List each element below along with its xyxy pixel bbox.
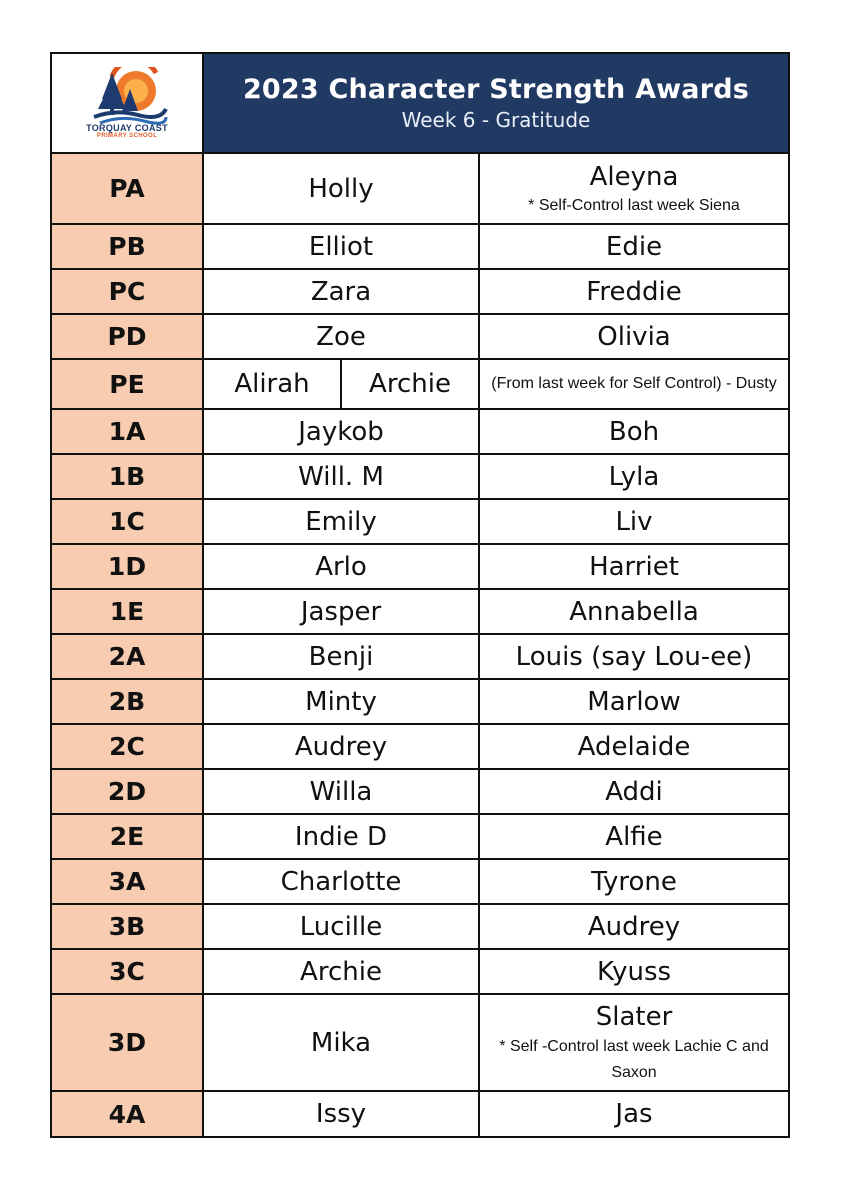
award-name-1: Zara <box>203 269 479 314</box>
class-code: 1C <box>52 499 203 544</box>
award-name-2: Slater <box>595 1001 673 1032</box>
table-row <box>52 634 788 679</box>
header-row <box>52 54 788 153</box>
table-row <box>52 904 788 949</box>
class-code: 3A <box>52 859 203 904</box>
class-code: 3B <box>52 904 203 949</box>
class-code: 1A <box>52 409 203 454</box>
table-row <box>52 724 788 769</box>
award-name-2: Jas <box>479 1091 788 1136</box>
award-name-1-split <box>203 359 479 409</box>
logo-text-school: TORQUAY COAST <box>86 123 168 133</box>
award-name-2: Annabella <box>479 589 788 634</box>
award-name-1: Benji <box>203 634 479 679</box>
awards-table <box>52 54 788 1136</box>
award-name-1: Archie <box>203 949 479 994</box>
award-name-1: Emily <box>203 499 479 544</box>
award-name-1: Lucille <box>203 904 479 949</box>
class-code: PC <box>52 269 203 314</box>
award-name-2: Boh <box>479 409 788 454</box>
award-name-2: Aleyna <box>589 161 679 192</box>
award-name-2: Kyuss <box>479 949 788 994</box>
awards-sheet <box>50 52 790 1138</box>
class-code: 3D <box>52 994 203 1091</box>
award-name-2: Liv <box>479 499 788 544</box>
table-row <box>52 814 788 859</box>
award-name-2: Lyla <box>479 454 788 499</box>
class-code: PA <box>52 153 203 224</box>
class-code: 2E <box>52 814 203 859</box>
logo-text-subtitle: PRIMARY SCHOOL <box>96 133 158 139</box>
award-name-2: Marlow <box>479 679 788 724</box>
award-name-2-cell <box>479 153 788 224</box>
award-name-1: Jasper <box>203 589 479 634</box>
table-row <box>52 359 788 409</box>
table-row <box>52 994 788 1091</box>
award-name-2: Louis (say Lou-ee) <box>479 634 788 679</box>
award-note: * Self-Control last week Siena <box>528 196 740 214</box>
award-name-1: Elliot <box>203 224 479 269</box>
table-row <box>52 499 788 544</box>
award-name-2: Audrey <box>479 904 788 949</box>
award-name-1: Mika <box>203 994 479 1091</box>
award-name-1: Arlo <box>203 544 479 589</box>
table-row <box>52 589 788 634</box>
class-code: PD <box>52 314 203 359</box>
class-code: 2C <box>52 724 203 769</box>
table-row <box>52 1091 788 1136</box>
table-row <box>52 544 788 589</box>
class-code: 1E <box>52 589 203 634</box>
award-name-1: Willa <box>203 769 479 814</box>
title-cell <box>203 54 788 153</box>
award-name-2: Alfie <box>479 814 788 859</box>
award-note: * Self -Control last week Lachie C and Saxon <box>499 1037 769 1081</box>
award-name-1: Issy <box>203 1091 479 1136</box>
table-row <box>52 269 788 314</box>
award-name-1: Indie D <box>203 814 479 859</box>
logo-cell <box>52 54 203 153</box>
table-row <box>52 153 788 224</box>
school-logo-icon <box>86 67 168 125</box>
award-name-1: Will. M <box>203 454 479 499</box>
table-row <box>52 679 788 724</box>
class-code: PB <box>52 224 203 269</box>
award-note: (From last week for Self Control) - Dusty <box>479 359 788 409</box>
award-name-2: Olivia <box>479 314 788 359</box>
award-name-2: Freddie <box>479 269 788 314</box>
page-title: 2023 Character Strength Awards <box>242 74 750 105</box>
award-name-1: Jaykob <box>203 409 479 454</box>
award-name-1: Holly <box>203 153 479 224</box>
page-subtitle: Week 6 - Gratitude <box>401 108 591 132</box>
class-code: 1D <box>52 544 203 589</box>
table-row <box>52 409 788 454</box>
class-code: 4A <box>52 1091 203 1136</box>
award-name-1: Charlotte <box>203 859 479 904</box>
table-row <box>52 949 788 994</box>
table-row <box>52 314 788 359</box>
award-name-1a: Alirah <box>204 360 342 408</box>
award-name-2: Tyrone <box>479 859 788 904</box>
award-name-1: Minty <box>203 679 479 724</box>
class-code: 1B <box>52 454 203 499</box>
award-name-1: Zoe <box>203 314 479 359</box>
class-code: 2B <box>52 679 203 724</box>
award-name-1: Audrey <box>203 724 479 769</box>
class-code: 2A <box>52 634 203 679</box>
award-name-2: Addi <box>479 769 788 814</box>
class-code: 3C <box>52 949 203 994</box>
table-row <box>52 454 788 499</box>
class-code: PE <box>52 359 203 409</box>
table-row <box>52 224 788 269</box>
award-name-2: Harriet <box>479 544 788 589</box>
table-row <box>52 859 788 904</box>
award-name-1b: Archie <box>369 369 451 399</box>
table-row <box>52 769 788 814</box>
award-name-2-cell <box>479 994 788 1091</box>
award-name-2: Adelaide <box>479 724 788 769</box>
class-code: 2D <box>52 769 203 814</box>
award-name-2: Edie <box>479 224 788 269</box>
school-logo <box>52 67 202 139</box>
